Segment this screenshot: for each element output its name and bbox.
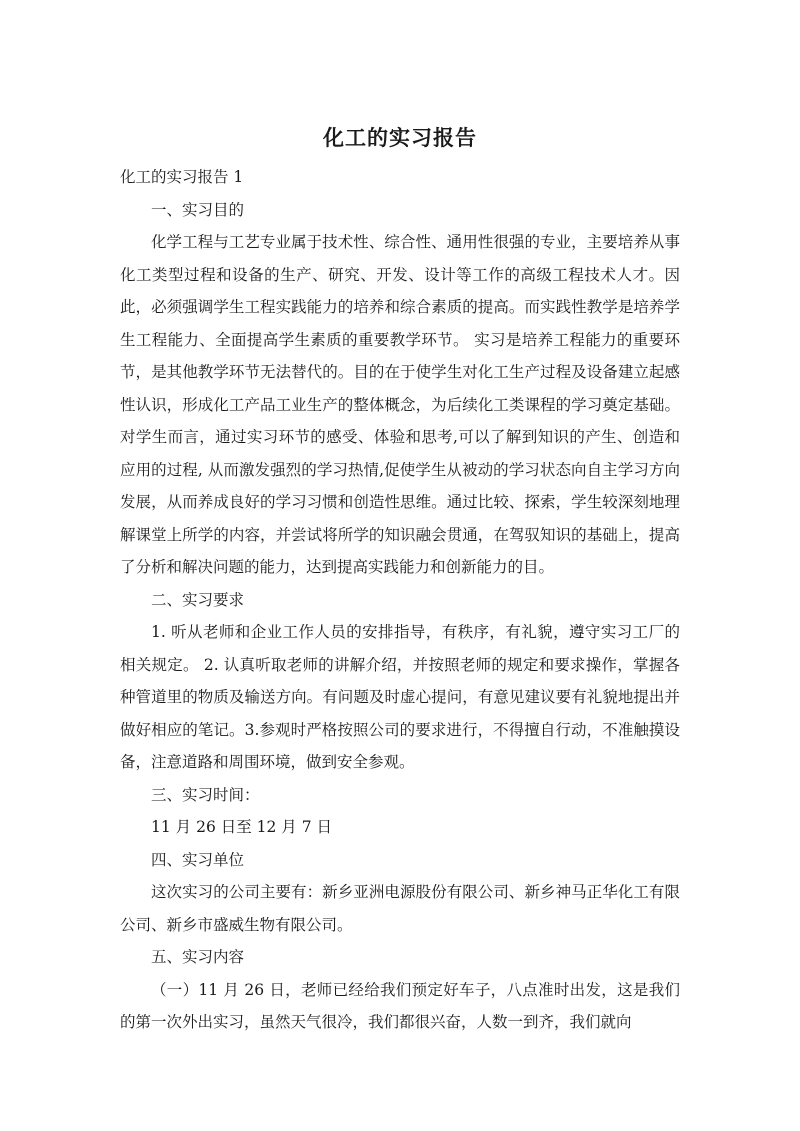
section-2-heading: 二、实习要求: [151, 590, 245, 609]
section-2-paragraph: 1. 听从老师和企业工作人员的安排指导，有秩序，有礼貌，遵守实习工厂的相关规定。 2. 认真听取老师的讲解介绍，并按照老师的规定和要求操作，掌握各种管道里的物质及输送方向。有问题及时虚心提问，有意见建议要有礼貌地提出并做好相应的笔记。3.参观时严格按照公司的要求进行，不得擅自行动，不准触摸设备，注意道路和周围环境，做到安全参观。: [120, 623, 680, 771]
section-4-heading: 四、实习单位: [151, 850, 245, 869]
section-3-paragraph: 11 月 26 日至 12 月 7 日: [151, 818, 333, 836]
document-body: [120, 161, 680, 1039]
section-4-paragraph: 这次实习的公司主要有：新乡亚洲电源股份有限公司、新乡神马正华化工有限公司、新乡市盛威生物有限公司。: [120, 883, 680, 934]
section-5-heading: 五、实习内容: [151, 948, 245, 966]
section-1-heading: 一、实习目的: [151, 200, 245, 219]
section-5-paragraph: （一）11 月 26 日，老师已经给我们预定好车子，八点准时出发，这是我们的第一次外出实习，虽然天气很冷，我们都很兴奋，人数一到齐，我们就向: [120, 980, 680, 1031]
report-heading: 化工的实习报告 1: [120, 168, 244, 186]
section-1-paragraph: 化学工程与工艺专业属于技术性、综合性、通用性很强的专业，主要培养从事化工类型过程和设备的生产、研究、开发、设计等工作的高级工程技术人才。因此，必须强调学生工程实践能力的培养和综合素质的提高。而实践性教学是培养学生工程能力、全面提高学生素质的重要教学环节。 实习是培养工程能力的重要环节，是其他教学环节无法替代的。目的在于使学生对化工生产过程及设备建立起感性认识，形成化工产品工业生产的整体概念，为后续化工类课程的学习奠定基础。 对学生而言，通过实习环节的感受、体验和思考,可以了解到知识的产生、创造和应用的过程, 从而激发强烈的学习热情,促使学生从被动的学习状态向自主学习方向发展，从而养成良好的学习习惯和创造性思维。通过比较、探索，学生较深刻地理解课堂上所学的内容，并尝试将所学的知识融会贯通，在驾驭知识的基础上，提高了分析和解决问题的能力，达到提高实践能力和创新能力的目。: [120, 233, 680, 576]
document-title: 化工的实习报告: [323, 126, 477, 150]
section-3-heading: 三、实习时间：: [151, 785, 260, 804]
